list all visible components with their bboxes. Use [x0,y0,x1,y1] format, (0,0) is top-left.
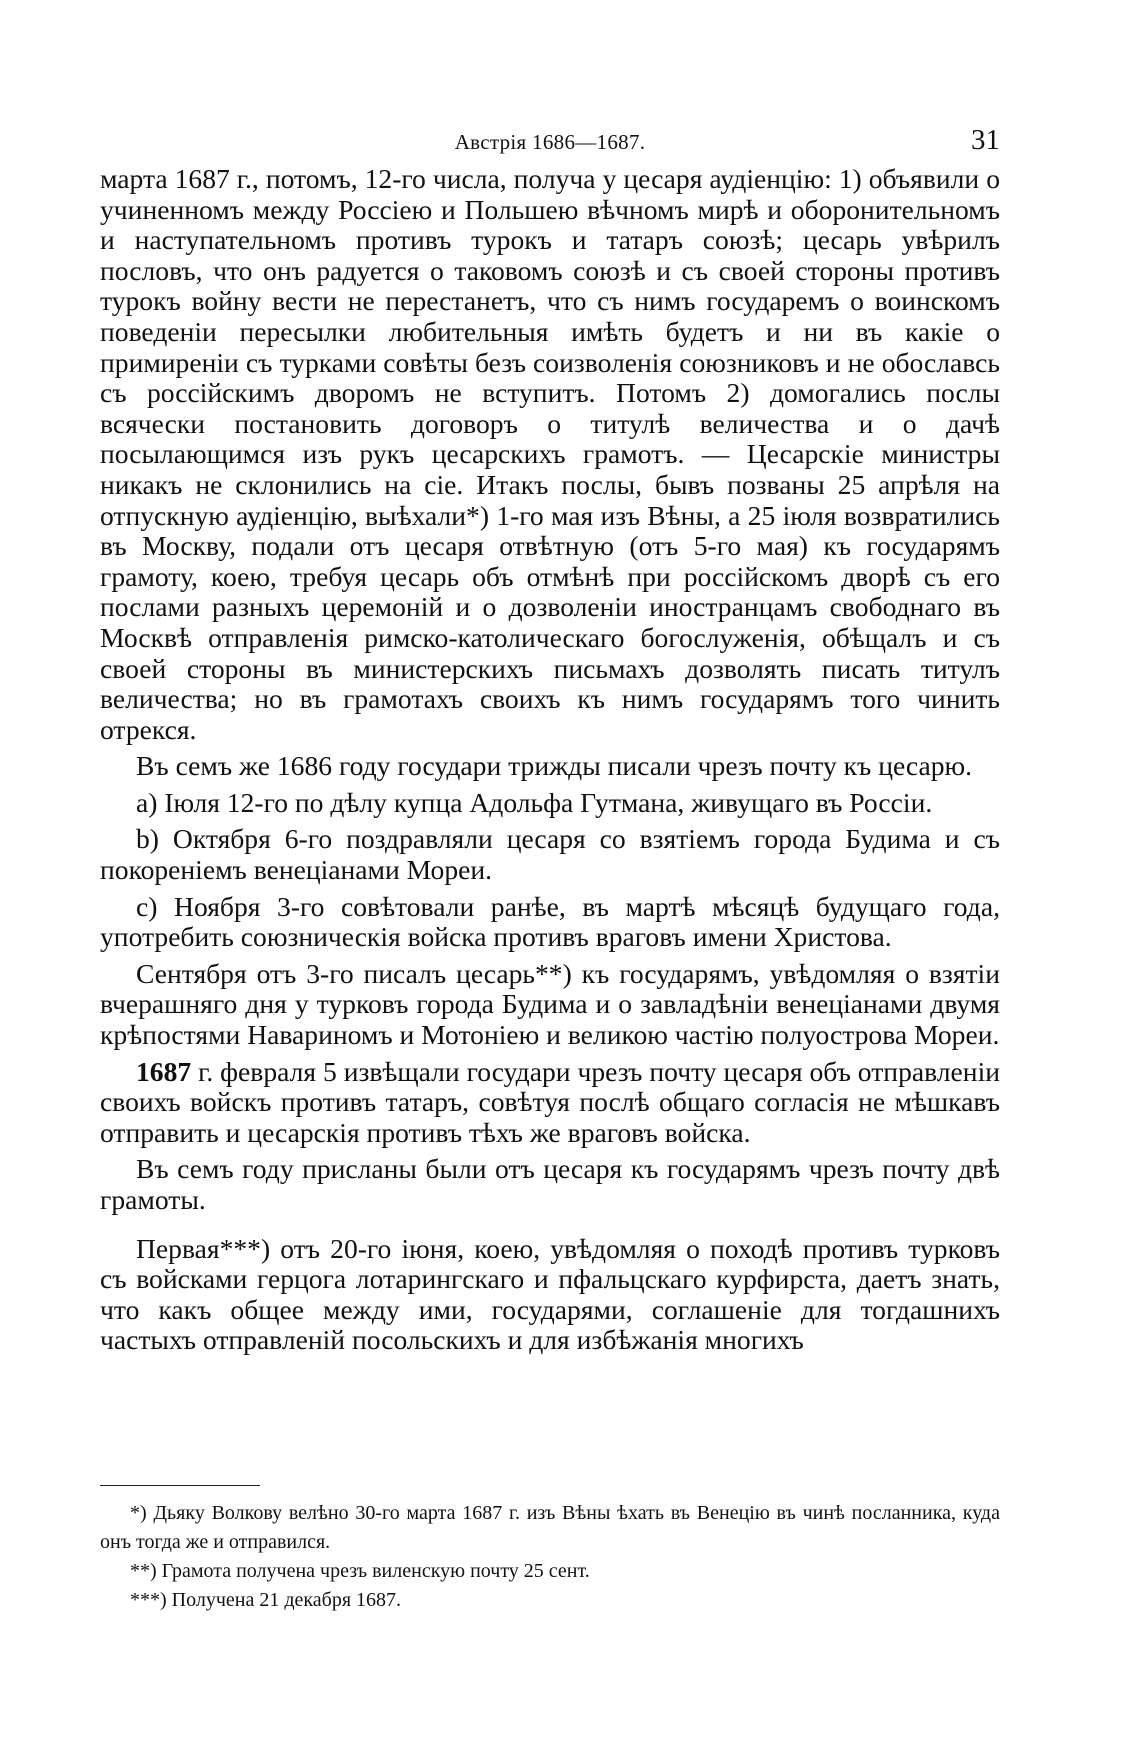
footnote-2: **) Грамота получена чрезъ виленскую почту 25 сент. [130,1560,590,1582]
paragraph-letters-1686: Въ семъ же 1686 году государи трижды писали чрезъ почту къ цесарю. [136,750,973,782]
year-1687-bold: 1687 [136,1055,192,1087]
paragraph-buda-capture: Сентября отъ 3-го писалъ цесарь**) къ государямъ, увѣдомляя о взятіи вчерашняго дня у турковъ города Будима и о завладѣніи венеціанами двумя крѣпостями Навариномъ и Мотоніею и великою частію полуострова Мореи. [100,957,1000,1051]
paragraph-1687-february [100,1057,1000,1149]
paragraph-two-letters: Въ семъ году присланы были отъ цесаря къ государямъ чрезъ почту двѣ грамоты. [100,1153,1000,1215]
list-item-a: a) Іюля 12-го по дѣлу купца Адольфа Гутмана, живущаго въ Россіи. [136,786,933,818]
running-header [100,124,1000,164]
page-number: 31 [971,124,1000,156]
running-title: Австрія 1686—1687. [454,130,646,154]
main-text [100,164,1000,1356]
list-item-b: b) Октября 6-го поздравляли цесаря со взятіемъ города Будима и съ покореніемъ венеціанами Мореи. [100,823,1000,886]
list-item-c: c) Ноября 3-го совѣтовали ранѣе, въ мартѣ мѣсяцѣ будущаго года, употребить союзническія войска противъ враговъ имени Христова. [100,890,1000,953]
paragraph-1687-text: г. февраля 5 извѣщали государи чрезъ почту цесаря объ отправленіи своихъ войскъ противъ татаръ, совѣтуя послѣ общаго согласія не мѣшкавъ отправить и цесарскія противъ тѣхъ же враговъ войска. [100,1055,1000,1148]
footnotes [100,1499,1000,1615]
footnote-separator [100,1485,260,1486]
paragraph-embassy-audience: марта 1687 г., потомъ, 12-го числа, получа у цесаря аудіенцію: 1) объявили о учиненномъ между Россіею и Польшею вѣчномъ мирѣ и оборонительномъ и наступательномъ противъ турокъ и татаръ союзѣ; цесарь увѣрилъ пословъ, что онъ радуется о таковомъ союзѣ и съ своей стороны противъ турокъ войну вести не перестанетъ, что съ нимъ государемъ о воинскомъ поведеніи пересылки любительныя имѣть будетъ и ни въ какіе о примиреніи съ турками совѣты безъ соизволенія союзниковъ и не обославсь съ россійскимъ дворомъ не вступитъ. Потомъ 2) домогались послы всячески постановить договоръ о титулѣ величества и о дачѣ посылающимся изъ рукъ цесарскихъ грамотъ. — Цесарскіе министры никакъ не склонились на сіе. Итакъ послы, бывъ позваны 25 апрѣля на отпускную аудіенцію, выѣхали*) 1-го мая изъ Вѣны, а 25 іюля возвратились въ Москву, подали отъ цесаря отвѣтную (отъ 5-го мая) къ государямъ грамоту, коею, требуя цесарь объ отмѣнѣ при россійскомъ дворѣ съ его послами разныхъ церемоній и о дозволеніи иностранцамъ свободнаго въ Москвѣ отправленія римско-католическаго богослуженія, обѣщалъ и съ своей стороны въ министерскихъ письмахъ дозволять писать титулъ величества; но въ грамотахъ своихъ къ нимъ государямъ того чинить отрекся. [100,163,1000,745]
footnote-3: ***) Получена 21 декабря 1687. [130,1589,402,1611]
footnote-1: *) Дьяку Волкову велѣно 30-го марта 1687 г. изъ Вѣны ѣхать въ Венецію въ чинѣ посланника, куда онъ тогда же и отправился. [100,1502,1000,1553]
paragraph-first-letter: Первая***) отъ 20-го іюня, коею, увѣдомляя о походѣ противъ турковъ съ войсками герцога лотарингскаго и пфальцскаго курфирста, даетъ знать, что какъ общее между ими, государями, соглашеніе для тогдашнихъ частыхъ отправленій посольскихъ и для избѣжанія многихъ [100,1232,1000,1356]
